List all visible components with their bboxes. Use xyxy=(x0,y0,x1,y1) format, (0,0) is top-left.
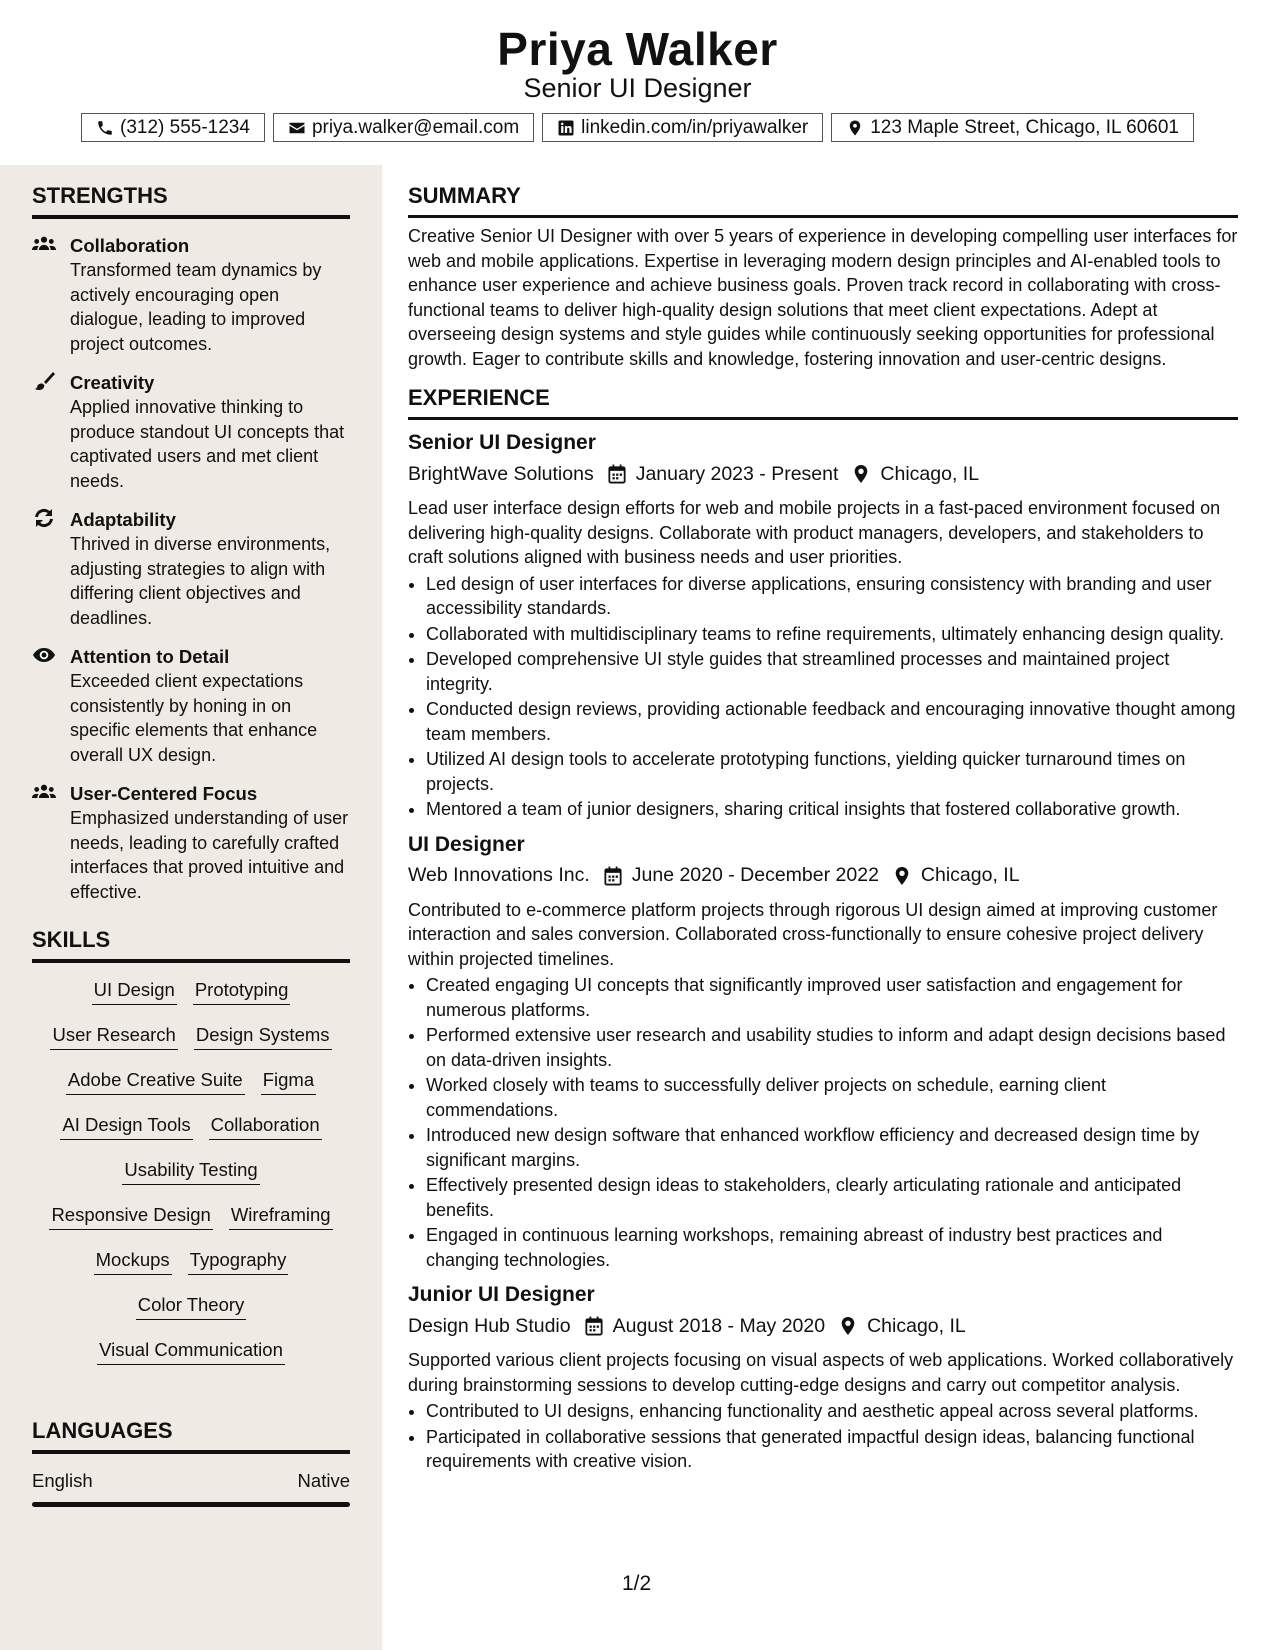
strength-title: Attention to Detail xyxy=(70,646,230,667)
strength-title: User-Centered Focus xyxy=(70,783,258,804)
calendar-icon xyxy=(604,866,622,886)
job-company: BrightWave Solutions xyxy=(408,462,594,485)
envelope-icon xyxy=(288,119,306,137)
job-title: Senior UI Designer xyxy=(408,431,596,454)
strength-description: Thrived in diverse environments, adjusting strategies to align with differing client objectives and deadlines. xyxy=(70,534,331,628)
job-entry xyxy=(408,830,1238,1273)
resume-header xyxy=(0,0,1275,165)
strength-title: Creativity xyxy=(70,372,155,393)
contact-bar xyxy=(0,113,1275,142)
job-company: Web Innovations Inc. xyxy=(408,864,590,886)
job-description: Lead user interface design efforts for web and mobile projects in a fast-paced environment focused on delivering high-quality designs. Collaborate with product managers, developers, and stakeholders to craft solutions aligned with business needs and user priorities. xyxy=(408,498,1221,567)
job-bullet: • Contributed to UI designs, enhancing functionality and aesthetic appeal across several platforms. xyxy=(426,1399,1238,1424)
job-bullet: • Developed comprehensive UI style guides that streamlined processes and maintained project integrity. xyxy=(426,647,1238,696)
phone-text: (312) 555-1234 xyxy=(120,116,250,138)
job-bullet: • Utilized AI design tools to accelerate prototyping functions, yielding quicker turnaround times on projects. xyxy=(426,747,1238,796)
strengths-heading: STRENGTHS xyxy=(32,183,350,219)
linkedin-icon xyxy=(557,119,575,137)
email-text: priya.walker@email.com xyxy=(311,116,520,138)
job-bullet: • Performed extensive user research and usability studies to inform and adapt design decisions based on data-driven insights. xyxy=(426,1023,1238,1072)
job-company: Design Hub Studio xyxy=(408,1314,571,1337)
job-entry xyxy=(408,428,1238,822)
job-bullet: • Worked closely with teams to successfully deliver projects on schedule, earning client commendations. xyxy=(426,1073,1238,1122)
job-bullet: • Collaborated with multidisciplinary teams to refine requirements, ultimately enhancing design quality. xyxy=(426,622,1238,647)
job-location: Chicago, IL xyxy=(867,1314,966,1337)
skills-list xyxy=(32,977,350,1382)
eye-icon xyxy=(32,645,56,665)
skill-tag: AI Design Tools xyxy=(60,1112,192,1140)
job-description: Supported various client projects focusing on visual aspects of web applications. Worked collaboratively during brainstorming sessions to develop cutting-edge designs and carry out competitor analysis. xyxy=(408,1350,1234,1395)
languages-heading: LANGUAGES xyxy=(32,1418,350,1454)
strength-title: Collaboration xyxy=(70,235,190,256)
strength-title: Adaptability xyxy=(70,509,176,530)
paintbrush-icon xyxy=(32,371,56,391)
skill-tag: Visual Communication xyxy=(97,1337,285,1365)
main-content xyxy=(408,183,1238,1475)
phone-icon xyxy=(96,119,114,137)
language-item xyxy=(32,1470,350,1492)
summary-heading: SUMMARY xyxy=(408,183,1238,218)
language-level-bar xyxy=(32,1502,350,1507)
job-meta xyxy=(408,1310,1238,1342)
skill-tag: Typography xyxy=(188,1247,289,1275)
skill-tag: Figma xyxy=(261,1067,316,1095)
job-title: Junior UI Designer xyxy=(408,1283,595,1306)
strength-description: Applied innovative thinking to produce standout UI concepts that captivated users and met client needs. xyxy=(70,397,345,491)
job-bullets xyxy=(408,572,1238,822)
experience-heading: EXPERIENCE xyxy=(408,385,1238,420)
job-location: Chicago, IL xyxy=(920,864,1020,886)
job-bullet: • Participated in collaborative sessions that generated impactful design ideas, balancing functional requirements with creative vision. xyxy=(426,1425,1238,1474)
job-description: Contributed to e-commerce platform projects through rigorous UI design aimed at improving customer interaction and sales conversion. Collaborated cross-functionally to ensure cohesive project delivery within projected timelines. xyxy=(408,899,1218,969)
strength-item xyxy=(32,233,350,356)
skills-section xyxy=(32,927,350,1382)
job-bullet: • Led design of user interfaces for diverse applications, ensuring consistency with branding and user accessibility standards. xyxy=(426,572,1238,621)
skill-tag: Color Theory xyxy=(136,1292,247,1320)
summary-text: Creative Senior UI Designer with over 5 years of experience in developing compelling user interfaces for web and mobile applications. Expertise in leveraging modern design principles and AI-enabled tools to enhance user experience and achieve business goals. Proven track record in collaborating with cross-functional teams to deliver high-quality design solutions that meet client expectations. Adept at overseeing design systems and style guides while continuously seeking opportunities for professional growth. Eager to contribute skills and knowledge, fostering innovation and user-centric designs. xyxy=(408,226,1238,369)
skill-tag: Design Systems xyxy=(194,1022,332,1050)
skill-tag: Usability Testing xyxy=(122,1157,259,1185)
job-bullets xyxy=(408,1399,1238,1474)
skills-heading: SKILLS xyxy=(32,927,350,963)
sidebar xyxy=(0,165,382,1650)
contact-phone[interactable] xyxy=(81,113,265,142)
job-dates: January 2023 - Present xyxy=(635,462,839,485)
job-bullet: • Effectively presented design ideas to stakeholders, clearly articulating rationale and anticipated benefits. xyxy=(426,1173,1238,1222)
users-icon xyxy=(32,782,56,802)
contact-email[interactable] xyxy=(273,113,534,142)
map-pin-icon xyxy=(839,1316,857,1336)
job-bullets xyxy=(408,973,1238,1272)
calendar-icon xyxy=(585,1316,603,1336)
refresh-icon xyxy=(32,508,56,528)
job-meta xyxy=(408,458,1238,490)
language-level: Native xyxy=(297,1470,350,1491)
candidate-name: Priya Walker xyxy=(497,23,778,75)
language-name: English xyxy=(32,1470,93,1491)
strength-description: Emphasized understanding of user needs, leading to carefully crafted interfaces that proved intuitive and effective. xyxy=(70,808,349,902)
map-pin-icon xyxy=(846,119,864,137)
strength-item xyxy=(32,781,350,904)
strength-item xyxy=(32,370,350,493)
contact-address[interactable] xyxy=(831,113,1194,142)
job-dates: August 2018 - May 2020 xyxy=(612,1314,826,1337)
contact-linkedin[interactable] xyxy=(542,113,823,142)
strength-description: Transformed team dynamics by actively encouraging open dialogue, leading to improved project outcomes. xyxy=(70,260,322,354)
address-text: 123 Maple Street, Chicago, IL 60601 xyxy=(870,116,1179,138)
job-bullet: • Created engaging UI concepts that significantly improved user satisfaction and engagement for numerous platforms. xyxy=(426,973,1238,1022)
strength-item xyxy=(32,644,350,767)
skill-tag: Adobe Creative Suite xyxy=(66,1067,245,1095)
job-title: UI Designer xyxy=(408,832,525,856)
strength-description: Exceeded client expectations consistently by honing in on specific elements that enhance overall UX design. xyxy=(70,671,318,765)
skill-tag: UI Design xyxy=(92,977,177,1005)
users-icon xyxy=(32,234,56,254)
strength-item xyxy=(32,507,350,630)
skill-tag: Wireframing xyxy=(229,1202,333,1230)
skill-tag: Mockups xyxy=(94,1247,172,1275)
skill-tag: Prototyping xyxy=(193,977,291,1005)
page-number: 1/2 xyxy=(622,1572,652,1595)
skill-tag: Responsive Design xyxy=(49,1202,212,1230)
skill-tag: User Research xyxy=(50,1022,177,1050)
job-bullet: • Engaged in continuous learning workshops, remaining abreast of industry best practices and changing technologies. xyxy=(426,1223,1238,1272)
job-location: Chicago, IL xyxy=(880,462,980,485)
map-pin-icon xyxy=(893,866,911,886)
languages-section xyxy=(32,1418,350,1507)
job-bullet: • Conducted design reviews, providing actionable feedback and encouraging innovative thought among team members. xyxy=(426,697,1238,746)
job-entry xyxy=(408,1280,1238,1474)
job-meta xyxy=(408,860,1238,892)
skill-tag: Collaboration xyxy=(209,1112,322,1140)
candidate-title: Senior UI Designer xyxy=(523,73,752,103)
job-bullet: • Mentored a team of junior designers, sharing critical insights that fostered collaborative growth. xyxy=(426,797,1238,822)
strengths-section xyxy=(32,183,350,904)
linkedin-text: linkedin.com/in/priyawalker xyxy=(581,116,809,138)
job-dates: June 2020 - December 2022 xyxy=(631,864,879,886)
job-bullet: • Introduced new design software that enhanced workflow efficiency and decreased design time by significant margins. xyxy=(426,1123,1238,1172)
calendar-icon xyxy=(608,464,626,484)
map-pin-icon xyxy=(852,464,870,484)
